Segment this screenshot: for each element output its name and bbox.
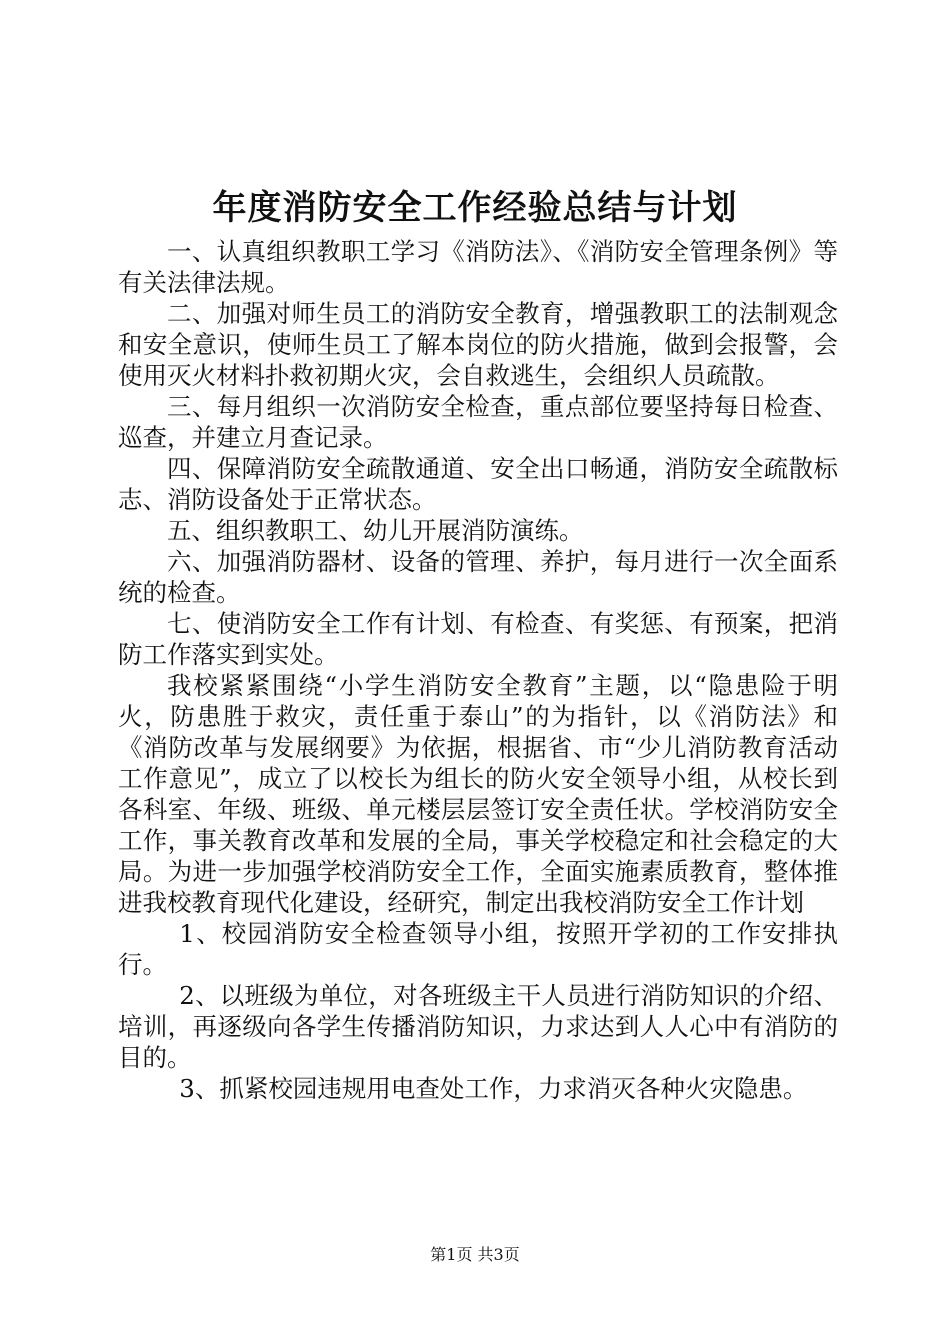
paragraph-3: 三、每月组织一次消防安全检查，重点部位要坚持每日检查、巡查，并建立月查记录。 xyxy=(118,392,838,452)
plan-item-3: 3、抓紧校园违规用电查处工作，力求消灭各种火灾隐患。 xyxy=(179,1074,808,1103)
paragraph-6: 六、加强消防器材、设备的管理、养护，每月进行一次全面系统的检查。 xyxy=(118,547,838,607)
paragraph-1: 一、认真组织教职工学习《消防法》、《消防安全管理条例》等有关法律法规。 xyxy=(118,237,838,297)
plan-item-2: 2、以班级为单位，对各班级主干人员进行消防知识的介绍、培训，再逐级向各学生传播消防知识，力求达到人人心中有消防的目的。 xyxy=(118,981,838,1072)
paragraph-2: 二、加强对师生员工的消防安全教育，增强教职工的法制观念和安全意识，使师生员工了解本岗位的防火措施，做到会报警，会使用灭火材料扑救初期火灾，会自救逃生，会组织人员疏散。 xyxy=(118,299,838,390)
document-title: 年度消防安全工作经验总结与计划 xyxy=(212,188,738,228)
paragraph-4: 四、保障消防安全疏散通道、安全出口畅通，消防安全疏散标志、消防设备处于正常状态。 xyxy=(118,454,838,514)
plan-item-1: 1、校园消防安全检查领导小组，按照开学初的工作安排执行。 xyxy=(118,919,838,979)
paragraph-8: 我校紧紧围绕“小学生消防安全教育”主题，以“隐患险于明火，防患胜于救灾，责任重于泰山”的为指针，以《消防法》和《消防改革与发展纲要》为依据，根据省、市“少儿消防教育活动工作意见”，成立了以校长为组长的防火安全领导小组，从校长到各科室、年级、班级、单元楼层层签订安全责任状。学校消防安全工作，事关教育改革和发展的全局，事关学校稳定和社会稳定的大局。为进一步加强学校消防安全工作，全面实施素质教育，整体推进我校教育现代化建设，经研究，制定出我校消防安全工作计划 xyxy=(118,671,838,917)
paragraph-7: 七、使消防安全工作有计划、有检查、有奖惩、有预案，把消防工作落实到实处。 xyxy=(118,609,838,669)
document-body xyxy=(118,236,838,1104)
page-number: 第1页 共3页 xyxy=(430,1245,520,1264)
paragraph-5: 五、组织教职工、幼儿开展消防演练。 xyxy=(167,516,584,545)
